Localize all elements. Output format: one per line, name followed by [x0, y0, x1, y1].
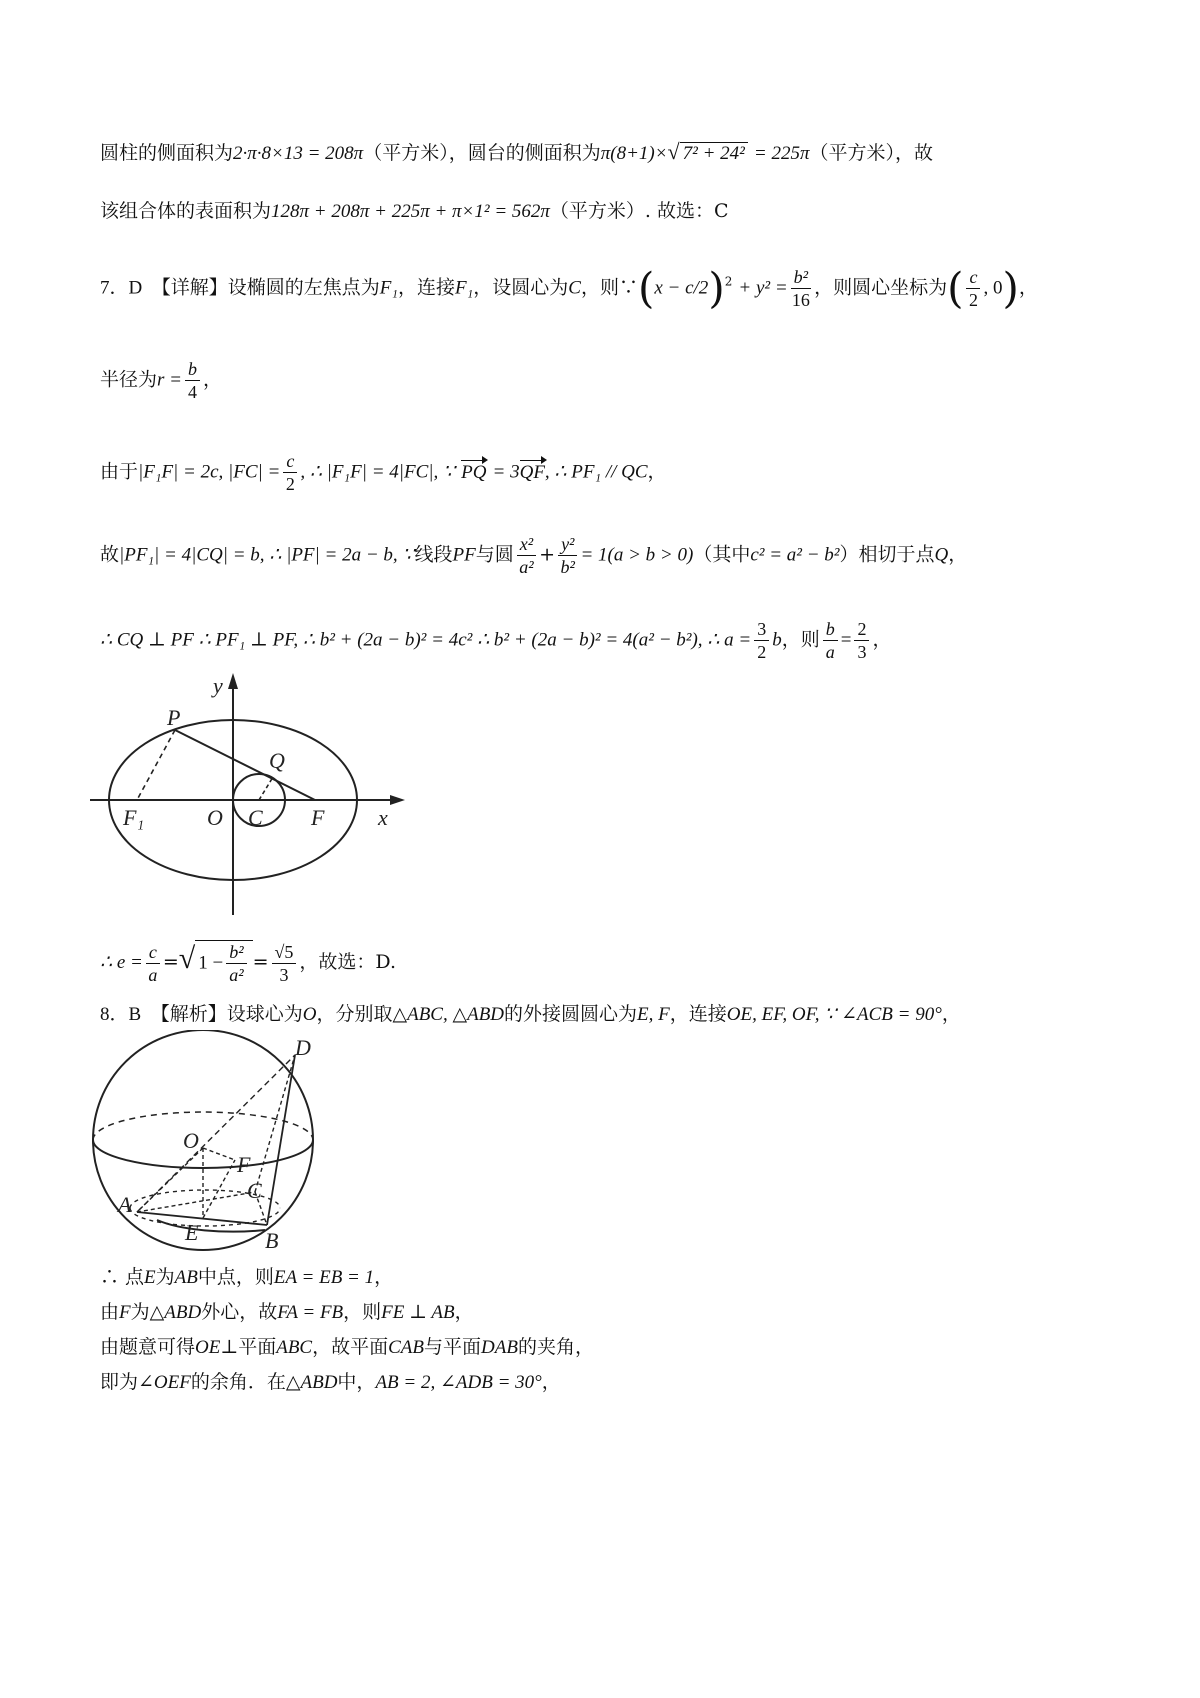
- label-F1: F₁: [123, 805, 145, 830]
- math-expr: = 3: [492, 461, 520, 483]
- text: ，则: [781, 628, 820, 651]
- line-lateral-areas: [100, 138, 1120, 168]
- edge-AB: [137, 1212, 267, 1225]
- math-symbol: F₁: [455, 277, 474, 299]
- text: 的夹角，: [517, 1336, 594, 1358]
- edge-BD: [267, 1055, 295, 1225]
- line-eccentricity: ∴ e = $\frac{c}{a}$ =√ 1 − $\frac{\text{b²}}{\text{a²}}$ = $\frac{√5}{3}$ ，故选：D.: [100, 941, 397, 985]
- ellipse-figure: [85, 665, 435, 920]
- line-derivation: ∴ CQ ⊥ PF ∴ PF₁ ⊥ PF, ∴ b² + (2a − b)² = 4c² ∴ b² + (2a − b)² = 4(a² − b²), ∴ a = $\frac{3}{2}$ b，则 $\frac{b}{a}$ = $\frac{2}{3}$ ，: [100, 619, 892, 662]
- math-expr: = 1(a > b > 0): [580, 544, 694, 566]
- line-since: 由于|F₁F| = 2c, |FC| = $\frac{c}{2}$ , ∴ |F₁F| = 4|FC|, ∵ PQ = 3QF, ∴ PF₁ // QC，: [100, 451, 667, 494]
- math-symbol: PF: [452, 544, 476, 566]
- math-expr: FE ⊥ AB: [381, 1302, 455, 1323]
- math-expr: △ABC, △ABD: [392, 1004, 505, 1025]
- label-F: F: [311, 805, 325, 830]
- math-center-tail: , 0: [983, 277, 1003, 299]
- text: 该组合体的表面积为: [100, 200, 272, 222]
- math-expr: =: [840, 629, 852, 651]
- vector-PQ: PQ: [461, 459, 486, 487]
- text: ，设圆心为: [473, 276, 569, 299]
- vector-QF: QF: [520, 459, 545, 487]
- text: 半径为: [100, 368, 158, 391]
- fraction: $\frac{√5}{3}$: [272, 941, 297, 986]
- math-expr: b: [772, 629, 782, 651]
- line-q8-intro: 8．B 【解析】设球心为O，分别取△ABC, △ABD的外接圆圆心为E, F，连接OE, EF, OF, ∵ ∠ACB = 90°，: [100, 1003, 961, 1025]
- text: 即为∠: [100, 1371, 154, 1393]
- fraction: $\frac{\text{b²}}{\text{a²}}$: [226, 941, 246, 986]
- text: ，连接: [398, 276, 456, 299]
- math-expr: ∴ e =: [100, 952, 143, 973]
- fraction: $\frac{\text{x²}}{\text{a²}}$: [517, 533, 536, 578]
- fraction: $\frac{b}{4}$: [185, 358, 200, 403]
- math-expr: 1 −: [198, 952, 224, 974]
- label-F: F: [237, 1152, 251, 1177]
- segment-CQ: [259, 777, 273, 800]
- line-total-area: [100, 197, 1120, 226]
- text: 中，: [337, 1371, 376, 1393]
- label-O: O: [207, 805, 223, 830]
- math-symbol: Q: [934, 544, 949, 566]
- math-symbol: F₁: [379, 277, 398, 299]
- text: 故: [100, 543, 120, 566]
- text: ∴ 点: [100, 1266, 145, 1288]
- math-frustum-area: π(8+1)×: [600, 143, 668, 164]
- text: 线段: [414, 543, 453, 566]
- radical-sign: √: [178, 942, 196, 975]
- text: 外心，故: [201, 1301, 278, 1323]
- label-C: C: [247, 1178, 262, 1203]
- segment-PF: [175, 730, 315, 800]
- text: 与平面: [424, 1336, 482, 1358]
- line-q7-intro: 7．D 【详解】设椭圆的左焦点为F₁，连接F₁，设圆心为C，则∵(x − c/2)$^2$ + y² = $\frac{\text{b²}}{16}$ ，则圆心坐标为( $\frac{c}{2}$ , 0)，: [100, 263, 1038, 313]
- fraction: $\frac{\text{y²}}{\text{b²}}$: [558, 533, 577, 578]
- math-expr: c² = a² − b²: [750, 544, 840, 566]
- text: ⊥平面: [220, 1336, 277, 1358]
- label-D: D: [295, 1035, 311, 1060]
- math-symbol: O: [302, 1004, 317, 1025]
- math-circle-y: + y² =: [738, 277, 788, 299]
- math-total-area: 128π + 208π + 225π + π×1² = 562π: [271, 201, 550, 222]
- math-symbol: DAB: [481, 1337, 518, 1358]
- line-radius: 半径为r = $\frac{b}{4}$ ，: [100, 359, 222, 402]
- question-number: 7．D: [100, 277, 143, 299]
- math-frustum-result: = 225π: [753, 143, 810, 164]
- answer-tag: 【详解】: [161, 276, 228, 299]
- math-symbol: E: [144, 1267, 156, 1288]
- text: 中点，则: [197, 1266, 274, 1288]
- label-C: C: [248, 805, 263, 830]
- fraction: $\frac{2}{3}$: [854, 618, 869, 663]
- text: （平方米）. 故选：C: [549, 200, 729, 222]
- text: 与圆: [475, 543, 514, 566]
- text: 设球心为: [226, 1003, 303, 1025]
- math-symbol: C: [568, 277, 581, 299]
- math-symbol: ABC: [276, 1337, 313, 1358]
- math-expr: FA = FB: [277, 1302, 344, 1323]
- math-symbol: F: [119, 1302, 131, 1323]
- paren: ): [1002, 263, 1019, 313]
- math-symbol: OE: [195, 1337, 221, 1358]
- line-q8-step1: ∴ 点E为AB中点，则EA = EB = 1，: [100, 1266, 394, 1288]
- line-hence: 故|PF₁| = 4|CQ| = b, ∴ |PF| = 2a − b, ∵线段PF与圆 $\frac{\text{x²}}{\text{a²}}$ + $\frac{\text{y²}}{\text{b²}}$ = 1(a > b > 0)（其中c² = a² − b²）相切于点Q，: [100, 534, 968, 577]
- math-expr: OE, EF, OF, ∵ ∠ACB = 90°: [726, 1004, 942, 1025]
- math-expr: AB = 2, ∠ADB = 30°: [375, 1372, 542, 1393]
- y-axis-arrow: [228, 673, 238, 689]
- math-expr: E, F: [637, 1004, 670, 1025]
- x-axis-arrow: [390, 795, 405, 805]
- label-E: E: [185, 1220, 199, 1245]
- fraction: $\frac{3}{2}$: [754, 618, 769, 663]
- label-O: O: [183, 1128, 199, 1153]
- paren: ): [708, 263, 725, 313]
- bottom-cap: [157, 1220, 265, 1232]
- math-symbol: OEF: [153, 1372, 191, 1393]
- math-cylinder-area: 2·π·8×13 = 208π: [233, 143, 364, 164]
- math-symbol: ABD: [164, 1302, 202, 1323]
- fraction: $\frac{\text{b²}}{16}$: [791, 267, 810, 310]
- text: （平方米），圆台的侧面积为: [363, 142, 601, 164]
- text: 由题意可得: [100, 1336, 196, 1358]
- line-q8-step4: 即为∠OEF的余角．在△ABD中，AB = 2, ∠ADB = 30°，: [100, 1371, 561, 1393]
- label-x: x: [378, 805, 388, 830]
- text: ，故平面: [312, 1336, 389, 1358]
- text: ，则: [343, 1301, 382, 1323]
- text: （其中: [693, 543, 751, 566]
- math-expr: |F₁F| = 2c, |FC| =: [138, 461, 281, 483]
- math-expr: |PF₁| = 4|CQ| = b, ∴ |PF| = 2a − b, ∵: [119, 544, 415, 566]
- text: 由: [100, 1301, 120, 1323]
- text: 为△: [130, 1301, 165, 1323]
- text: 设椭圆的左焦点为: [227, 276, 380, 299]
- fraction: $\frac{b}{a}$: [823, 618, 838, 663]
- text: ，则圆心坐标为: [814, 276, 948, 299]
- answer-tag: 【解析】: [160, 1003, 227, 1025]
- paren: (: [637, 263, 655, 313]
- text: ，故选：D.: [299, 951, 397, 973]
- fraction: $\frac{c}{2}$: [966, 266, 980, 311]
- segment-OF: [203, 1148, 235, 1160]
- radical-sign: √: [667, 139, 680, 164]
- text: 圆柱的侧面积为: [100, 142, 234, 164]
- math-symbol: CAB: [388, 1337, 425, 1358]
- fraction: $\frac{c}{a}$: [146, 941, 160, 986]
- math-expr: , ∴ |F₁F| = 4|FC|, ∵: [300, 461, 456, 483]
- math-circle-lhs: x − c/2: [654, 277, 709, 299]
- paren: (: [947, 263, 964, 313]
- label-Q: Q: [269, 748, 285, 773]
- text: ，连接: [669, 1003, 727, 1025]
- sphere-figure: [85, 1030, 345, 1260]
- radicand: [195, 940, 252, 986]
- text: （平方米），故: [809, 142, 933, 164]
- math-radius: r =: [157, 369, 182, 391]
- equator-back: [93, 1112, 313, 1140]
- segment-PF1: [137, 730, 175, 800]
- math-symbol: AB: [174, 1267, 198, 1288]
- text: ，分别取: [316, 1003, 393, 1025]
- text: 为: [155, 1266, 175, 1288]
- label-P: P: [167, 705, 181, 730]
- math-expr: , ∴ PF₁ // QC: [544, 461, 648, 483]
- text: 由于: [100, 460, 139, 483]
- math-radicand: 7² + 24²: [680, 142, 748, 164]
- text: ，则∵: [580, 276, 638, 299]
- math-expr: EA = EB = 1: [273, 1267, 375, 1288]
- line-q8-step3: [100, 1333, 1120, 1362]
- text: 的余角．在△: [190, 1371, 301, 1393]
- text: ）相切于点: [839, 543, 935, 566]
- label-B: B: [265, 1228, 279, 1253]
- label-y: y: [213, 673, 223, 698]
- math-symbol: ABD: [300, 1372, 338, 1393]
- line-q8-step2: 由F为△ABD外心，故FA = FB，则FE ⊥ AB，: [100, 1301, 474, 1323]
- label-A: A: [118, 1192, 132, 1217]
- question-number: 8．B: [100, 1004, 142, 1025]
- text: 的外接圆圆心为: [504, 1003, 638, 1025]
- math-derivation: ∴ CQ ⊥ PF ∴ PF₁ ⊥ PF, ∴ b² + (2a − b)² = 4c² ∴ b² + (2a − b)² = 4(a² − b²), ∴ a =: [100, 629, 752, 651]
- fraction: $\frac{c}{2}$: [283, 450, 297, 495]
